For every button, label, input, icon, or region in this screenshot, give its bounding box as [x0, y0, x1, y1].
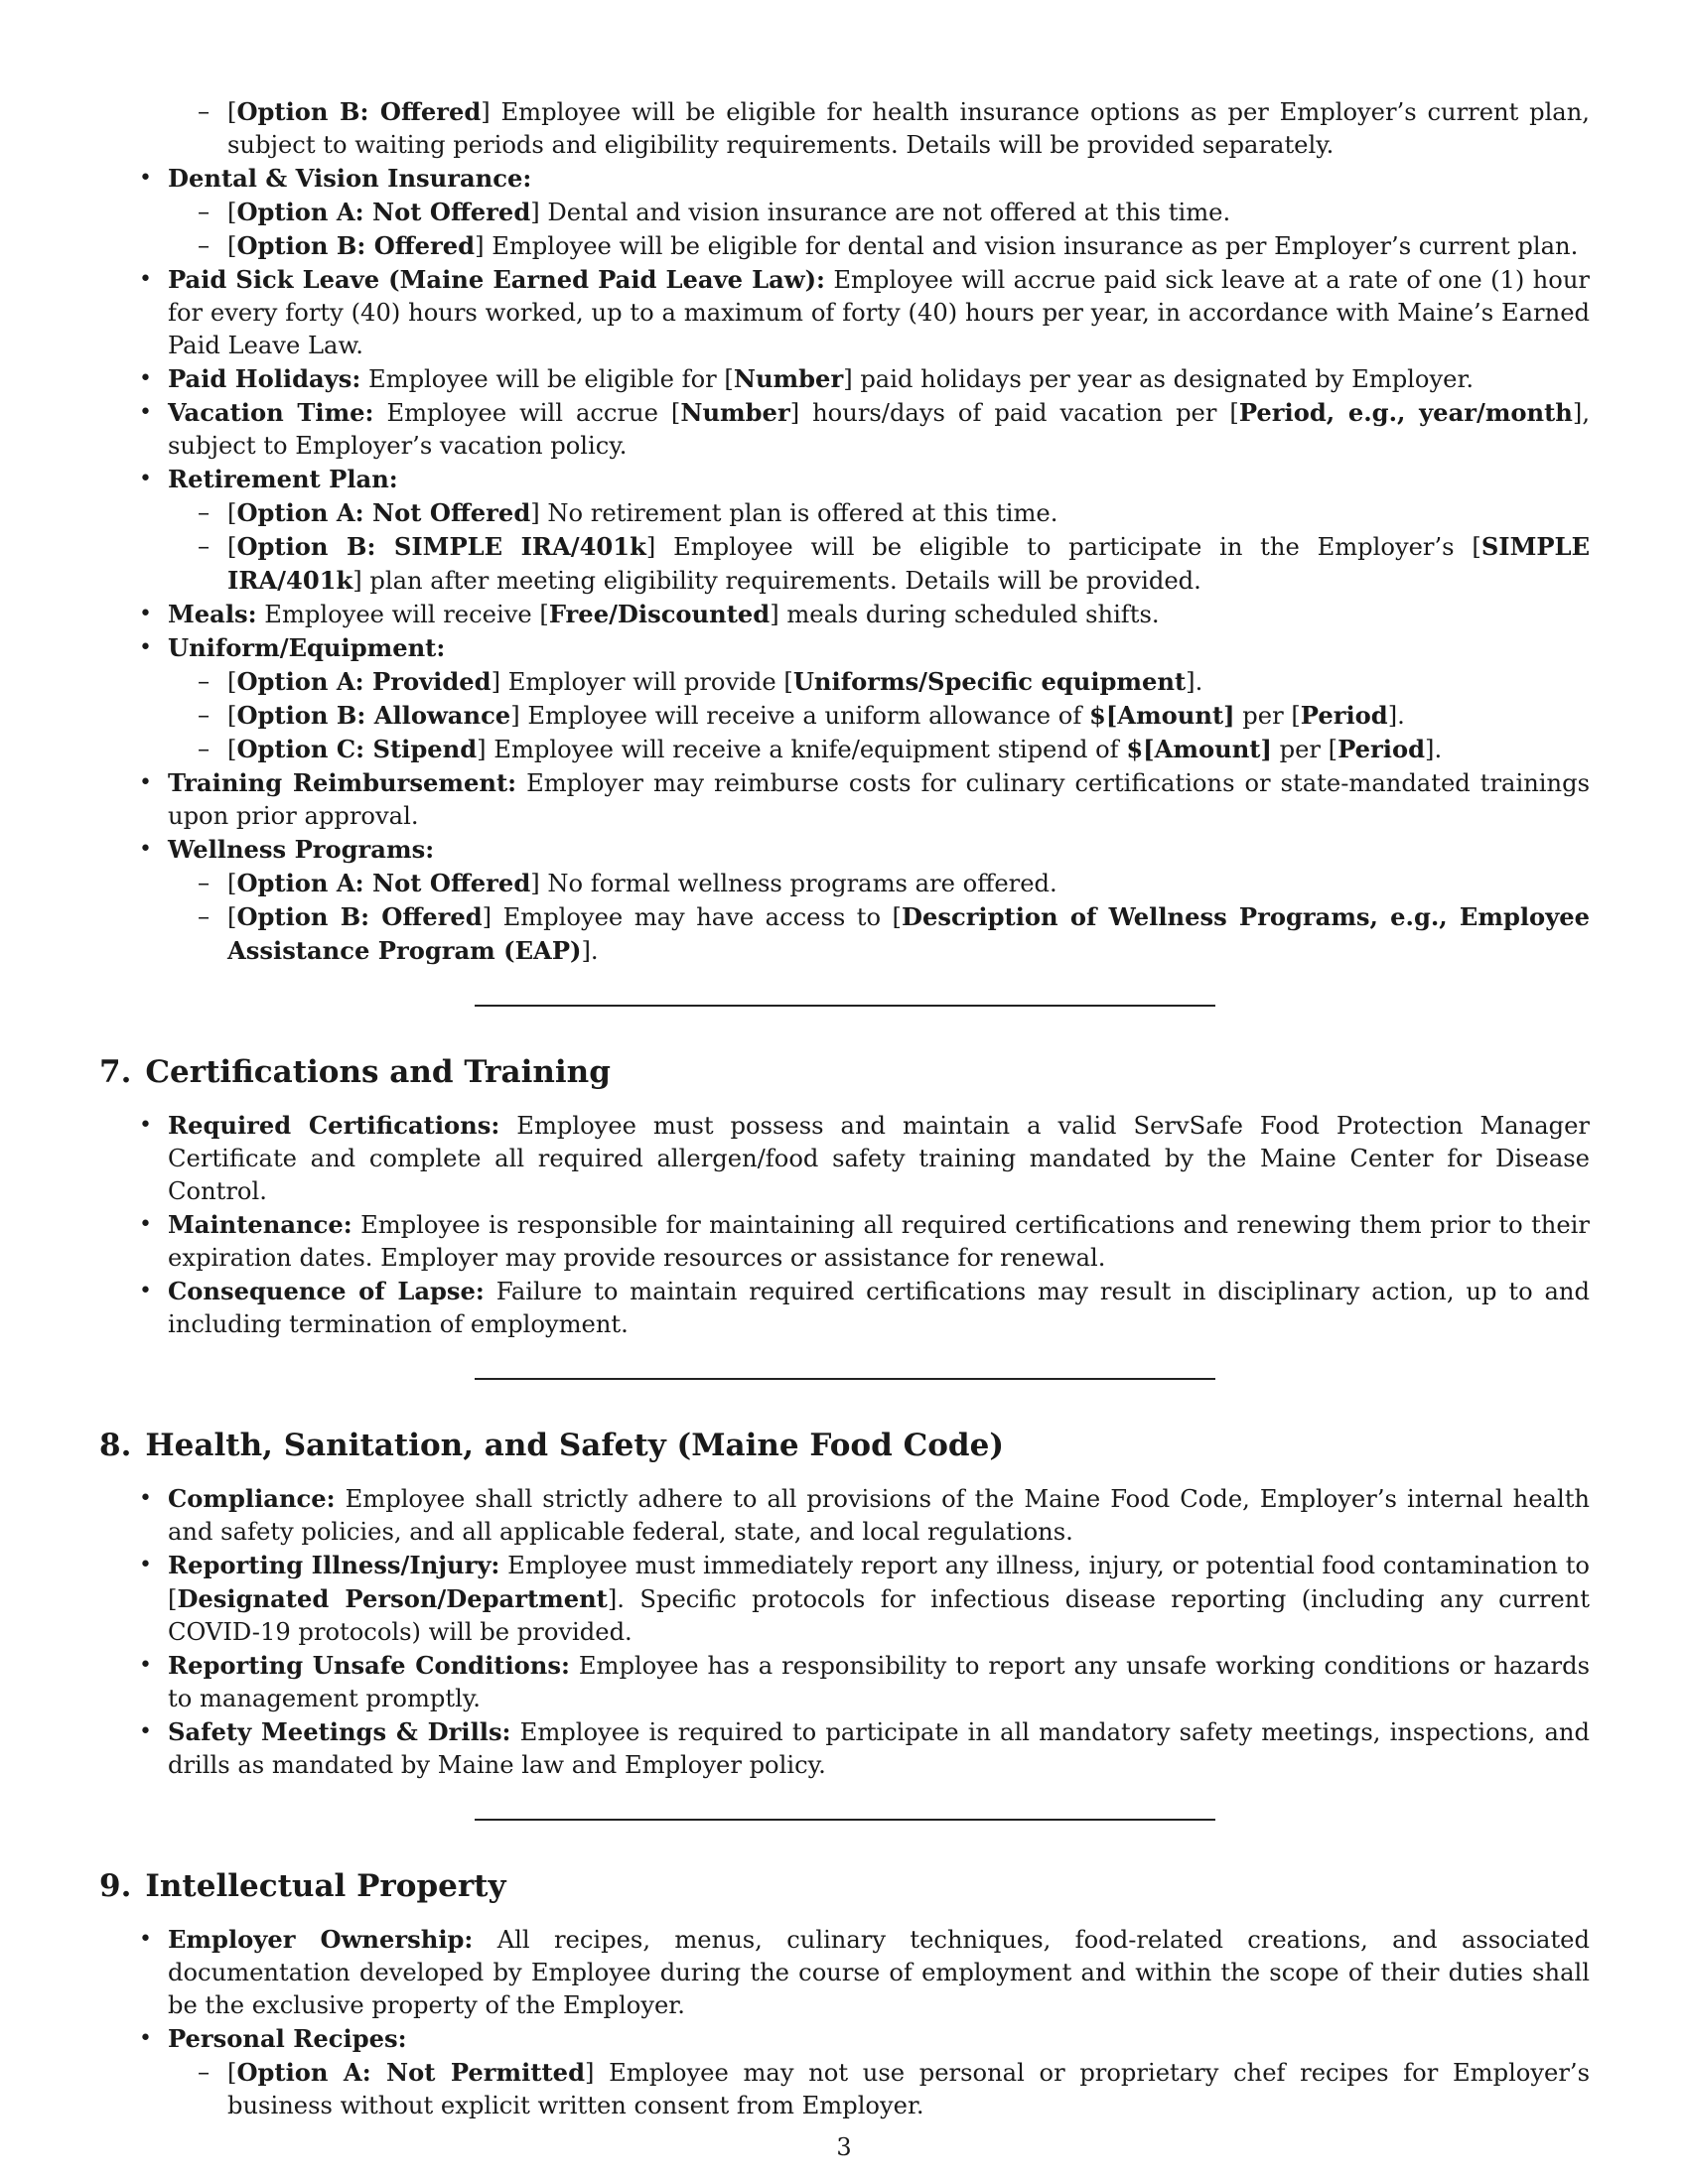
retirement-option-b: – [Option B: SIMPLE IRA/401k] Employee will be eligible to participate in the Employer’s [SIMPLE IRA/401k] plan after meeting eligibility requirements. Details will be provided.: [168, 530, 1590, 598]
maintenance-item: • Maintenance: Employee is responsible for maintaining all required certifications and renewing them prior to their expiration dates. Employer may provide resources or assistance for renewal.: [99, 1208, 1590, 1275]
health-options-continued: [99, 95, 1590, 162]
section-8-heading: 8. Health, Sanitation, and Safety (Maine Food Code): [99, 1428, 1004, 1463]
dental-vision-item: • Dental & Vision Insurance: – [Option A: Not Offered] Dental and vision insurance are not offered at this time. – [Option B: Offered] Employee will be eligible for dental and vision insurance as per Employer’s current plan.: [99, 162, 1590, 263]
section-8-list: [99, 1482, 1590, 1782]
wellness-programs-item: • Wellness Programs: – [Option A: Not Offered] No formal wellness programs are offered. – [Option B: Offered] Employee may have access to [Description of Wellness Programs, e.g., Employee Assistance Program (EAP)].: [99, 833, 1590, 968]
dental-option-a: – [Option A: Not Offered] Dental and vision insurance are not offered at this time.: [168, 196, 1590, 229]
meals-item: • Meals: Employee will receive [Free/Discounted] meals during scheduled shifts.: [99, 598, 1590, 631]
wellness-option-a: – [Option A: Not Offered] No formal wellness programs are offered.: [168, 867, 1590, 900]
personal-recipes-item: • Personal Recipes: – [Option A: Not Permitted] Employee may not use personal or proprietary chef recipes for Employer’s business without explicit written consent from Employer.: [99, 2022, 1590, 2122]
compliance-item: • Compliance: Employee shall strictly adhere to all provisions of the Maine Food Code, Employer’s internal health and safety policies, and all applicable federal, state, and local regulations.: [99, 1482, 1590, 1549]
dental-option-b: – [Option B: Offered] Employee will be eligible for dental and vision insurance as per Employer’s current plan.: [168, 229, 1590, 263]
wellness-option-b: – [Option B: Offered] Employee may have access to [Description of Wellness Programs, e.g., Employee Assistance Program (EAP)].: [168, 900, 1590, 968]
paid-holidays-item: • Paid Holidays: Employee will be eligible for [Number] paid holidays per year as designated by Employer.: [99, 362, 1590, 396]
employer-ownership-item: • Employer Ownership: All recipes, menus, culinary techniques, food-related creations, and associated documentation developed by Employee during the course of employment and within the scope of their duties shall be the exclusive property of the Employer.: [99, 1923, 1590, 2022]
retirement-option-a: – [Option A: Not Offered] No retirement plan is offered at this time.: [168, 496, 1590, 530]
consequence-of-lapse-item: • Consequence of Lapse: Failure to maintain required certifications may result in disciplinary action, up to and including termination of employment.: [99, 1275, 1590, 1341]
uniform-option-c: – [Option C: Stipend] Employee will receive a knife/equipment stipend of $[Amount] per [Period].: [168, 733, 1590, 766]
section-9-list: [99, 1923, 1590, 2122]
section-7-list: [99, 1109, 1590, 1341]
uniform-equipment-item: • Uniform/Equipment: – [Option A: Provided] Employer will provide [Uniforms/Specific equipment]. – [Option B: Allowance] Employee will receive a uniform allowance of $[Amount] per [Period]. – [Option C: Stipend] Employee will receive a knife/equipment stipend of $[Amount] per [Period].: [99, 631, 1590, 766]
retirement-plan-item: • Retirement Plan: – [Option A: Not Offered] No retirement plan is offered at this time. – [Option B: SIMPLE IRA/401k] Employee will be eligible to participate in the Employer’s [SIMPLE IRA/401k] plan after meeting eligibility requirements. Details will be provided.: [99, 463, 1590, 598]
personal-recipes-option-a: – [Option A: Not Permitted] Employee may not use personal or proprietary chef recipes for Employer’s business without explicit written consent from Employer.: [168, 2056, 1590, 2122]
health-option-b: – [Option B: Offered] Employee will be eligible for health insurance options as per Employer’s current plan, subject to waiting periods and eligibility requirements. Details will be provided separately.: [99, 95, 1590, 162]
section-divider: [475, 1819, 1215, 1821]
section-9-heading: 9. Intellectual Property: [99, 1868, 506, 1904]
reporting-illness-item: • Reporting Illness/Injury: Employee must immediately report any illness, injury, or potential food contamination to [Designated Person/Department]. Specific protocols for infectious disease reporting (including any current COVID-19 protocols) will be provided.: [99, 1549, 1590, 1649]
section-7-heading: 7. Certifications and Training: [99, 1054, 611, 1090]
uniform-option-a: – [Option A: Provided] Employer will provide [Uniforms/Specific equipment].: [168, 665, 1590, 699]
required-certifications-item: • Required Certifications: Employee must possess and maintain a valid ServSafe Food Protection Manager Certificate and complete all required allergen/food safety training mandated by the Maine Center for Disease Control.: [99, 1109, 1590, 1208]
section-divider: [475, 1005, 1215, 1007]
paid-sick-leave-item: • Paid Sick Leave (Maine Earned Paid Leave Law): Employee will accrue paid sick leave at a rate of one (1) hour for every forty (40) hours worked, up to a maximum of forty (40) hours per year, in accordance with Maine’s Earned Paid Leave Law.: [99, 263, 1590, 362]
vacation-time-item: • Vacation Time: Employee will accrue [Number] hours/days of paid vacation per [Period, e.g., year/month], subject to Employer’s vacation policy.: [99, 396, 1590, 463]
page-number: 3: [836, 2133, 852, 2161]
training-reimbursement-item: • Training Reimbursement: Employer may reimburse costs for culinary certifications or state-mandated trainings upon prior approval.: [99, 766, 1590, 833]
benefits-list: [99, 162, 1590, 968]
page-content: [99, 95, 1590, 2122]
section-divider: [475, 1378, 1215, 1380]
reporting-unsafe-conditions-item: • Reporting Unsafe Conditions: Employee has a responsibility to report any unsafe working conditions or hazards to management promptly.: [99, 1649, 1590, 1715]
safety-meetings-item: • Safety Meetings & Drills: Employee is required to participate in all mandatory safety meetings, inspections, and drills as mandated by Maine law and Employer policy.: [99, 1715, 1590, 1782]
uniform-option-b: – [Option B: Allowance] Employee will receive a uniform allowance of $[Amount] per [Period].: [168, 699, 1590, 733]
